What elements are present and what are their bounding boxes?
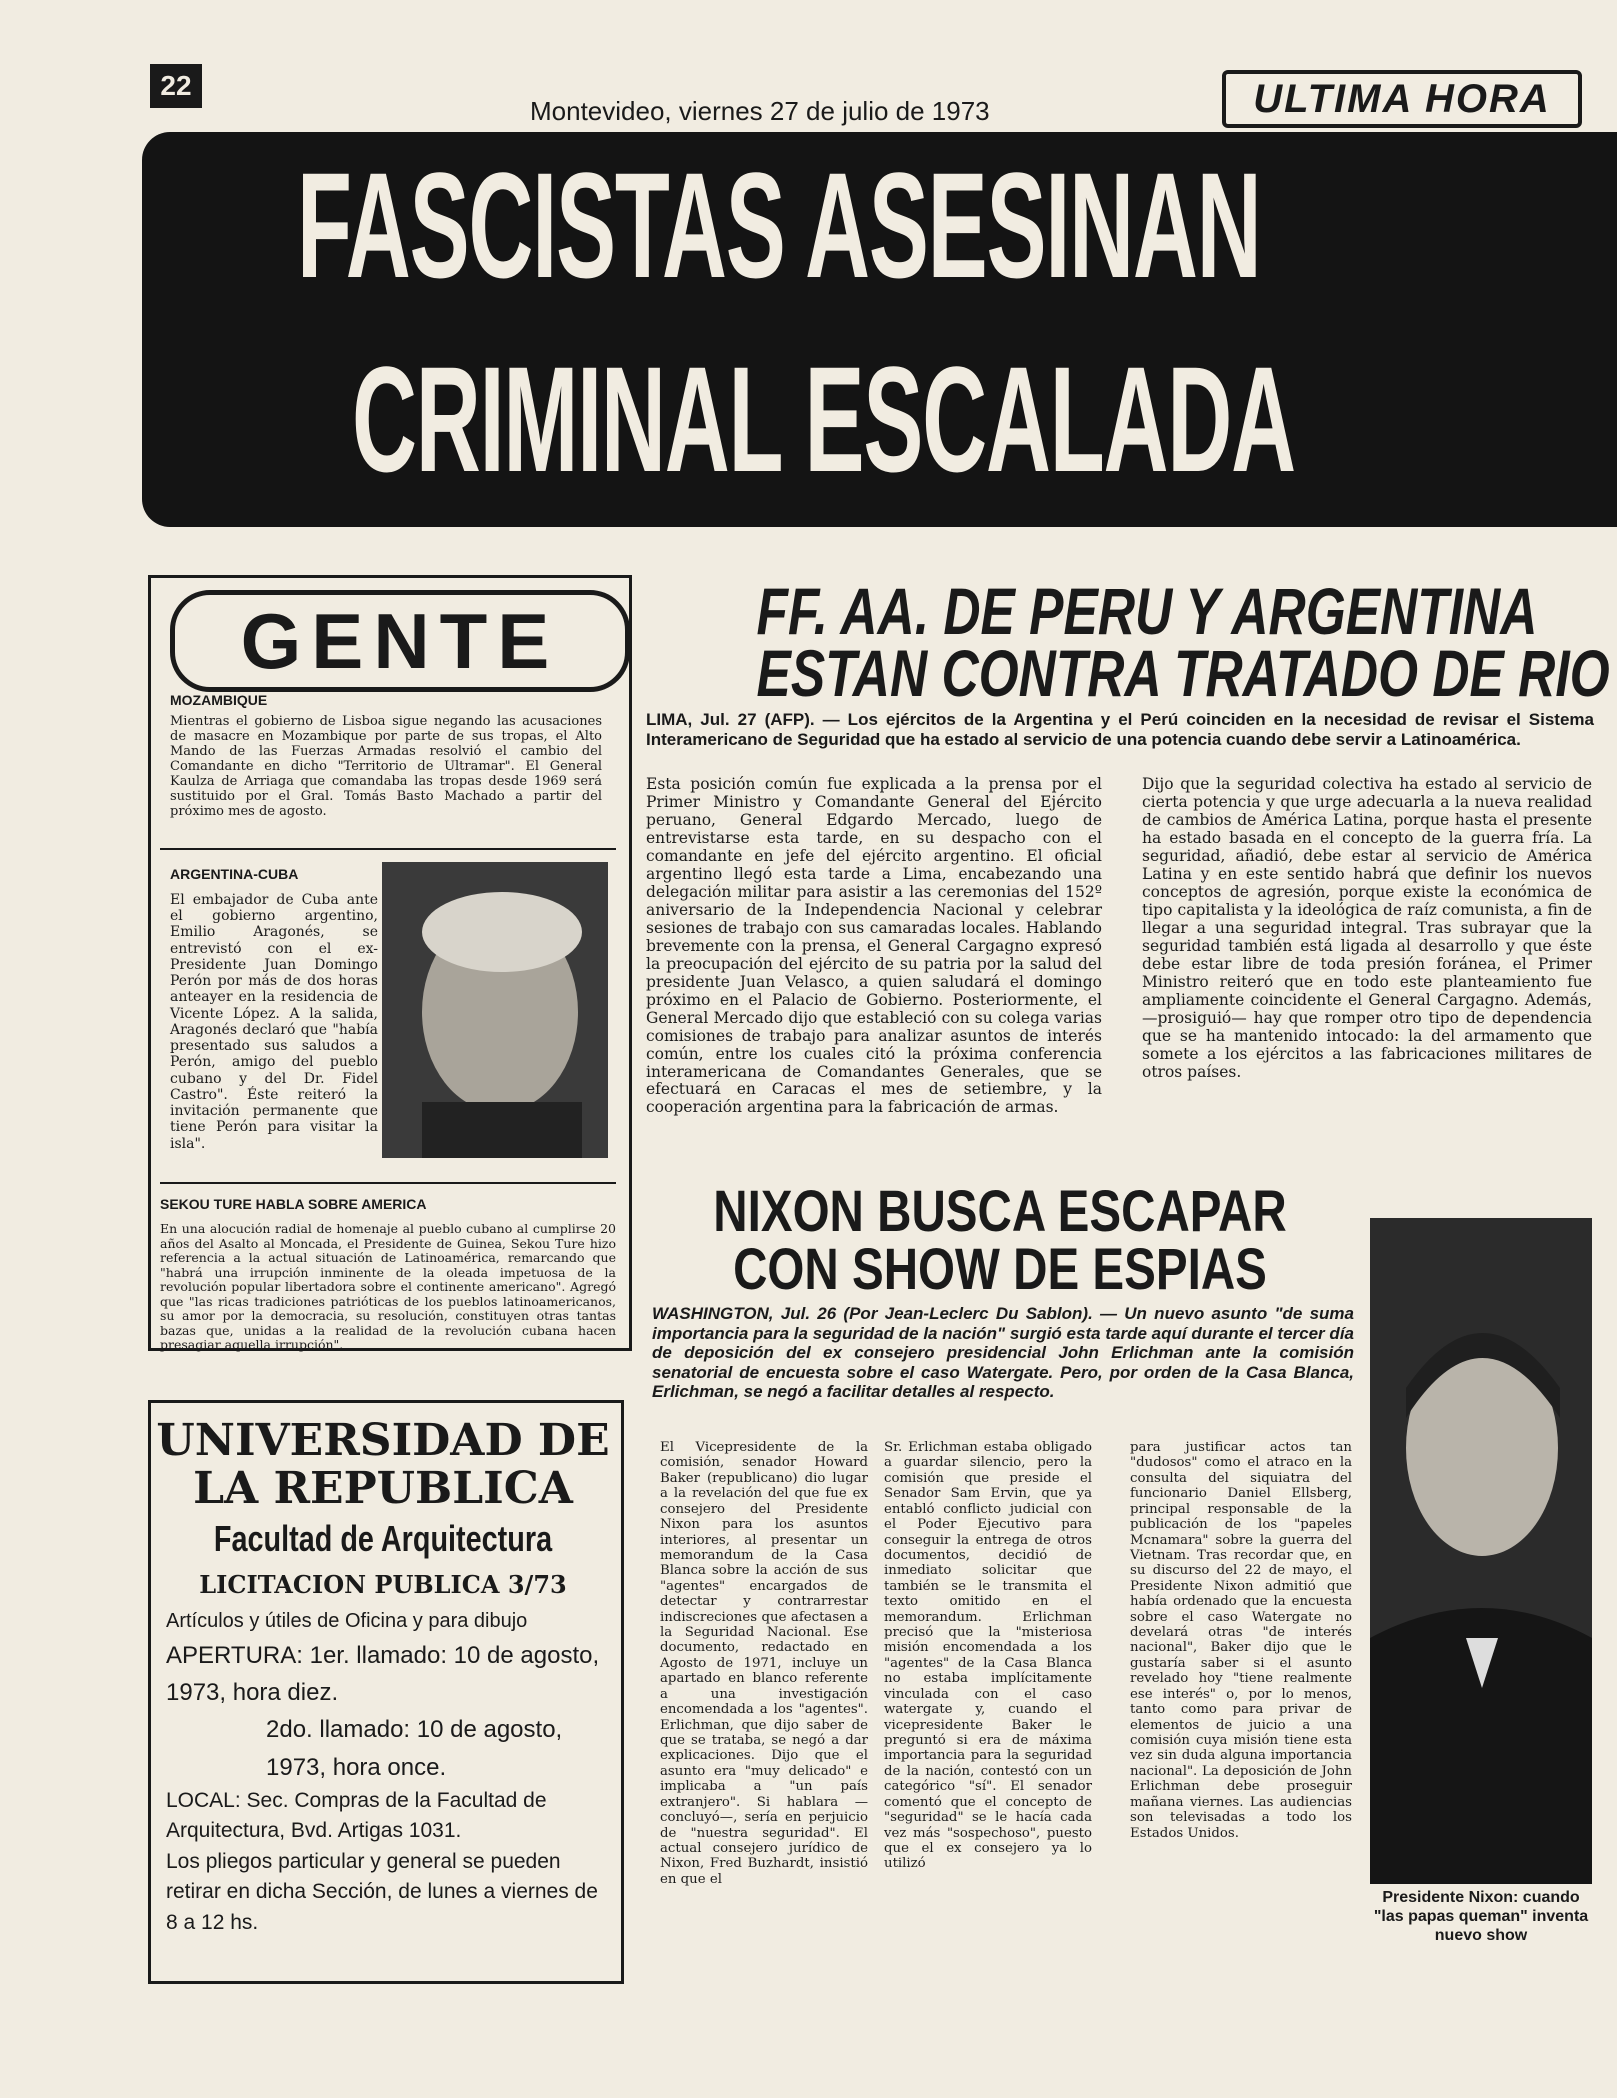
gente-section-3-text: En una alocución radial de homenaje al pueblo cubano al cumplirse 20 años del Asalto al Moncada, el Presidente de Guinea, Sekou Ture hizo referencia a la actual situación de Latinoamérica, remarcando que "habrá una irrupción inminente de la oleada impetuosa de la revolución popular libertadora sobre el continente americano". Agregó que "las ricas tradiciones patrióticas de los pueblos latinoamericanos, su amor por la democracia, su resolución, constituyen otras tantas bazas que, unidas a la realidad de la revolución cubana hacen presagiar aquella irrupción". bbox=[160, 1221, 616, 1352]
ad-title-2: LA REPUBLICA bbox=[193, 1463, 573, 1514]
gente-section-1-head: MOZAMBIQUE bbox=[170, 692, 268, 708]
aragones-photo bbox=[382, 862, 608, 1158]
ad-line-local: LOCAL: Sec. Compras de la Facultad de Arquitectura, Bvd. Artigas 1031. bbox=[166, 1788, 547, 1843]
divider bbox=[160, 848, 616, 850]
dateline: Montevideo, viernes 27 de julio de 1973 bbox=[530, 96, 990, 126]
divider bbox=[160, 1182, 616, 1184]
peru-headline-1: FF. AA. DE PERU Y ARGENTINA bbox=[756, 574, 1538, 648]
nixon-column-3: para justificar actos tan "dudosos" como el atraco en la consulta del siquiatra del funcionario Daniel Ellsberg, principal responsable de la publicación de los "papeles Mcnamara" sobre la guerra del Vietnam. Tras recordar que, en su discurso del 22 de mayo, el Presidente Nixon admitió que había ordenado que la encuesta sobre el caso Watergate no develará otras "de interés nacional", Baker dijo que le gustaría saber si el asunto revelado hoy "tiene realmente ese interés" o, por lo menos, tanto como para privar de elementos de juicio a una comisión cuya misión tiene esta vez sin duda alguna importancia nacional". La deposición de John Erlichman debe proseguir mañana viernes. Las audiencias son televisadas a todo los Estados Unidos. bbox=[1130, 1440, 1352, 1841]
portrait-illustration bbox=[1370, 1218, 1592, 1884]
nixon-photo bbox=[1370, 1218, 1592, 1884]
ad-line-items: Artículos y útiles de Oficina y para dibujo bbox=[166, 1610, 528, 1632]
ad-licitacion: LICITACION PUBLICA 3/73 bbox=[199, 1570, 567, 1599]
portrait-illustration bbox=[382, 862, 608, 1158]
banner-line-2: CRIMINAL ESCALADA bbox=[352, 335, 1295, 503]
nixon-column-2: Sr. Erlichman estaba obligado a guardar silencio, pero la comisión que preside el Senador Sam Ervin, que ya entabló conflicto judicial con el Poder Ejecutivo para conseguir la entrega de otros documentos, decidió de inmediato solicitar que también se le transmita el texto omitido en el memorandum. Erlichman precisó que la "misteriosa misión encomendada a los "agentes" de la Casa Blanca no estaba implícitamente vinculada con el caso watergate y, cuando el vicepresidente Baker le preguntó si era de máxima importancia para la seguridad de la nación, contestó con un categórico "sí". El senador comentó que el concepto de "seguridad" se le hacía cada vez más "sospechoso", puesto que el ex consejero ya lo utilizó bbox=[884, 1440, 1092, 1872]
peru-column-2: Dijo que la seguridad colectiva ha estado al servicio de cierta potencia y que urge adecuarla a la nueva realidad de cambios de América Latina, porque hasta el presente ha estado basada en el concepto de la guerra fría. La seguridad, añadió, debe estar al servicio de América Latina y en este sentido habrá que definir los nuevos conceptos de agresión, porque existe la económica de tipo capitalista y la ideológica de raíz comunista, a fin de llegar a una seguridad integral. Tras subrayar que la seguridad también está ligada al desarrollo y que éste debe estar libre de toda presión foránea, el Primer Ministro reiteró que en todo este planteamiento fue ampliamente coincidente el General Cargagno. Además, —prosiguió— hay que romper otro tipo de dependencia que se ha mantenido intocado: la del armamento que somete a los ejércitos a las fabricaciones militares de otros países. bbox=[1142, 775, 1592, 1081]
nixon-headline-1: NIXON BUSCA ESCAPAR bbox=[713, 1179, 1287, 1244]
ad-line-pliegos: Los pliegos particular y general se pueden retirar en dicha Sección, de lunes a viernes de 8 a 12 hs. bbox=[166, 1849, 598, 1934]
nixon-headline-2: CON SHOW DE ESPIAS bbox=[733, 1237, 1267, 1302]
gente-section-2-text: El embajador de Cuba ante el gobierno argentino, Emilio Aragonés, se entrevistó con el ex-Presidente Juan Domingo Perón por más de dos horas anteayer en la residencia de Vicente López. A la salida, Aragonés declaró que "había presentado sus saludos a Perón, amigo del pueblo cubano y del Dr. Fidel Castro". Éste reiteró la invitación permanente que tiene Perón para visitar la isla". bbox=[170, 892, 378, 1152]
newspaper-logo: ULTIMA HORA bbox=[1222, 70, 1582, 128]
ad-line-apertura: APERTURA: 1er. llamado: 10 de agosto, 1973, hora diez. bbox=[166, 1642, 600, 1707]
gente-title: GENTE bbox=[170, 590, 630, 692]
peru-headline-2: ESTAN CONTRA TRATADO DE RIO bbox=[756, 636, 1610, 710]
page-number: 22 bbox=[150, 64, 202, 108]
banner-headline bbox=[142, 132, 1617, 527]
nixon-lead: WASHINGTON, Jul. 26 (Por Jean-Leclerc Du Sablon). — Un nuevo asunto "de suma importancia para la seguridad de la nación" surgió esta tarde aquí durante el tercer día de deposición del ex consejero presidencial John Erlichman ante la comisión senatorial de encuesta sobre el caso Watergate. Pero, por orden de la Casa Blanca, Erlichman, se negó a facilitar detalles al respecto. bbox=[652, 1304, 1354, 1402]
gente-section-3-head: SEKOU TURE HABLA SOBRE AMERICA bbox=[160, 1196, 427, 1212]
nixon-photo-caption: Presidente Nixon: cuando "las papas queman" inventa nuevo show bbox=[1373, 1889, 1589, 1945]
ad-faculty: Facultad de Arquitectura bbox=[213, 1518, 553, 1559]
peru-column-1: Esta posición común fue explicada a la prensa por el Primer Ministro y Comandante General del Ejército peruano, General Edgardo Mercado, luego de entrevistarse esta tarde, en su despacho con el comandante en jefe del ejército argentino. El oficial argentino llegó esta tarde a Lima, encabezando una delegación militar para asistir a las ceremonias del 152º aniversario de la Independencia Nacional y celebrar sesiones de trabajo con sus camaradas locales. Hablando brevemente con la prensa, el General Cargagno expresó la preocupación del ejército de su patria por la salud del presidente Juan Velasco, a quien saludará el domingo próximo en el Palacio de Gobierno. Posteriormente, el General Mercado dijo que estableció con su colega varias comisiones de trabajo para analizar asuntos de interés común, entre los cuales citó la próxima conferencia interamericana de Comandantes Generales, que se efectuará en Caracas el mes de setiembre, y la cooperación argentina para la fabricación de armas. bbox=[646, 775, 1102, 1117]
gente-section-2-head: ARGENTINA-CUBA bbox=[170, 866, 299, 882]
ad-body bbox=[166, 1606, 606, 1938]
nixon-column-1: El Vicepresidente de la comisión, senador Howard Baker (republicano) dio lugar a la revelación del que fue ex consejero del Presidente Nixon para los asuntos interiores, al presentar un memorandum de la Casa Blanca sobre la acción de sus "agentes" encargados de detectar y contrarrestar indiscreciones que afectasen a la Seguridad Nacional. Ese documento, redactado en Agosto de 1971, incluye un apartado en blanco referente a una investigación encomendada a los "agentes". Erlichman, que dijo saber de que se trataba, se negó a dar explicaciones. Dijo que el asunto era "muy delicado" e implicaba a "un país extranjero". Si hablara —concluyó—, sería en perjuicio de "nuestra seguridad". El actual consejero jurídico de Nixon, Fred Buzhardt, insistió en que el bbox=[660, 1440, 868, 1887]
ad-line-second-call: 2do. llamado: 10 de agosto, 1973, hora once. bbox=[266, 1716, 563, 1781]
banner-line-1: FASCISTAS ASESINAN bbox=[297, 141, 1261, 309]
gente-section-1-text: Mientras el gobierno de Lisboa sigue negando las acusaciones de masacre en Mozambique por parte de sus tropas, el Alto Mando de las Fuerzas Armadas resolvió el cambio del Comandante en dicho "Territorio de Ultramar". El General Kaulza de Arriaga que comandaba las tropas desde 1969 será sustituido por el Gral. Tomás Basto Machado a partir del próximo mes de agosto. bbox=[170, 714, 602, 820]
ad-title-1: UNIVERSIDAD DE bbox=[156, 1415, 610, 1466]
peru-lead: LIMA, Jul. 27 (AFP). — Los ejércitos de la Argentina y el Perú coinciden en la necesidad de revisar el Sistema Interamericano de Seguridad que ha estado al servicio de una potencia cuando debe servir a Latinoamérica. bbox=[646, 710, 1594, 749]
